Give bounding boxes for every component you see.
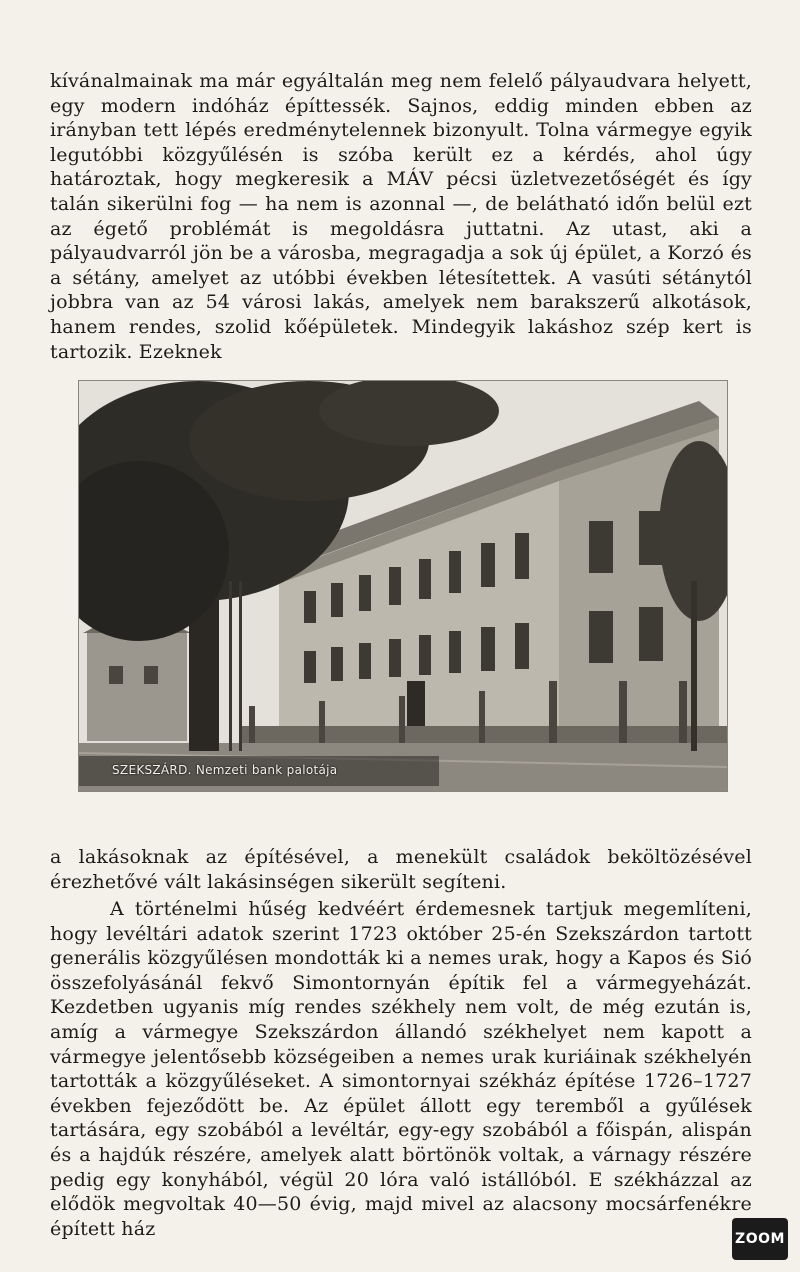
photo-illustration: [79, 381, 727, 791]
paragraph-1: kívánalmainak ma már egyáltalán meg nem felelő pályaudvara helyett, egy modern indóház építtessék. Sajnos, eddig minden ebben az irányban tett lépés eredménytelennek bizonyult. Tolna vármegye egyik legutóbbi közgyűlésén is szóba került ez a kérdés, ahol úgy határoztak, hogy megkeresik a MÁV pécsi üzletvezetőségét és így talán sikerülni fog — ha nem is azonnal —, de belátható időn belül ezt az égető problémát is megoldásra juttatni. Az utast, aki a pályaudvarról jön be a városba, megragadja a sok új épület, a Korzó és a sétány, amelyet az utóbbi években létesítettek. A vasúti sétánytól jobbra van az 54 városi lakás, amelyek nem barakszerű alkotások, hanem rendes, szolid kőépületek. Mindegyik lakáshoz szép kert is tartozik. Ezeknek: [50, 70, 752, 363]
paragraph-3: A történelmi hűség kedvéért érdemesnek tartjuk megemlíteni, hogy levéltári adatok szerint 1723 október 25-én Szekszárdon tartott generális közgyűlésen mondották ki a nemes urak, hogy a Kapos és Sió összefolyásánál fekvő Simontornyán építik fel a vármegyeházát. Kezdetben ugyanis míg rendes székhely nem volt, de még ezután is, amíg a vármegye Szekszárdon állandó székhelyet nem kapott a vármegye jelentősebb községeiben a nemes urak kuriáinak székhelyén tartották a közgyűléseket. A simontornyai székház építése 1726–1727 években fejeződött be. Az épület állott egy teremből a gyűlések tartására, egy szobából a levéltár, egy-egy szobából a főispán, alispán és a hajdúk részére, amelyek alatt börtönök voltak, a várnagy részére pedig egy konyhából, végül 20 lóra való istállóból. E székházzal az elődök megvoltak 40—50 évig, majd mivel az alacsony mocsárfenékre épített ház: [50, 898, 752, 1240]
paragraph-2: a lakásoknak az építésével, a menekült családok beköltözésével érezhetővé vált lakásinségen sikerült segíteni.: [50, 846, 752, 893]
zoom-logo-label: ZOOM: [735, 1231, 785, 1247]
photograph-national-bank-palace: [78, 380, 728, 792]
zoom-logo-badge: [732, 1218, 788, 1260]
photo-caption: SZEKSZÁRD. Nemzeti bank palotája: [112, 763, 338, 777]
